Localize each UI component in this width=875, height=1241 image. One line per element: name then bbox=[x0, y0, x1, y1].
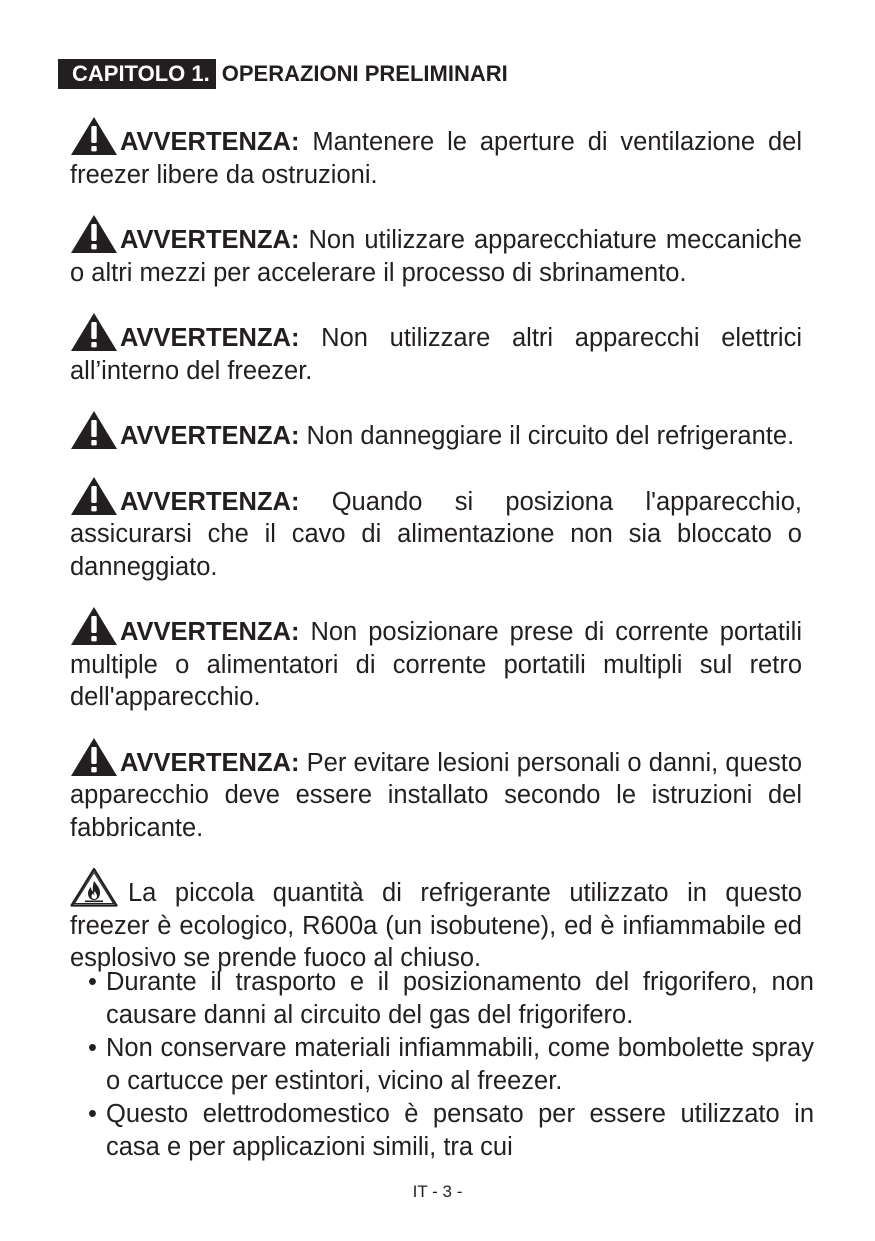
flammable-paragraph bbox=[70, 867, 802, 975]
warning-paragraph bbox=[70, 410, 802, 453]
warning-text: Non posizionare prese di corrente portatili multiple o alimentatori di corrente portatili multipli sul retro dell'apparecchio. bbox=[70, 618, 802, 711]
warning-paragraph bbox=[70, 476, 802, 584]
bullet-dot: • bbox=[88, 1100, 97, 1128]
chapter-heading bbox=[58, 58, 508, 90]
warning-label: AVVERTENZA: bbox=[120, 748, 300, 777]
bullet-dot: • bbox=[88, 968, 97, 996]
warning-text: Mantenere le aperture di ventilazione del freezer libere da ostruzioni. bbox=[70, 128, 802, 189]
warning-triangle-icon bbox=[70, 737, 118, 777]
warning-paragraph bbox=[70, 737, 802, 845]
list-item bbox=[88, 1032, 814, 1097]
warning-paragraph bbox=[70, 116, 802, 191]
page-number: IT - 3 - bbox=[412, 1182, 463, 1201]
warning-label: AVVERTENZA: bbox=[120, 487, 300, 516]
warning-label: AVVERTENZA: bbox=[120, 422, 300, 450]
bullet-text: Questo elettrodomestico è pensato per essere utilizzato in casa e per applicazioni simili, tra cui bbox=[106, 1100, 814, 1161]
warning-label: AVVERTENZA: bbox=[120, 324, 300, 352]
warning-text: Quando si posiziona l'apparecchio, assicurarsi che il cavo di alimentazione non sia bloccato o danneggiato. bbox=[70, 487, 802, 581]
warning-text: Per evitare lesioni personali o danni, questo apparecchio deve essere installato secondo le istruzioni del fabbricante. bbox=[70, 748, 802, 842]
warning-triangle-icon bbox=[70, 116, 118, 156]
list-item bbox=[88, 1098, 814, 1163]
warning-text: Non utilizzare apparecchiature meccaniche o altri mezzi per accelerare il processo di sbrinamento. bbox=[70, 226, 802, 287]
bullet-list bbox=[88, 966, 814, 1164]
bullet-text: Durante il trasporto e il posizionamento del frigorifero, non causare danni al circuito del gas del frigorifero. bbox=[106, 968, 814, 1029]
warning-triangle-icon bbox=[70, 214, 118, 254]
warning-label: AVVERTENZA: bbox=[120, 618, 300, 646]
warning-paragraph bbox=[70, 606, 802, 714]
warning-triangle-icon bbox=[70, 410, 118, 450]
warning-paragraph bbox=[70, 214, 802, 289]
warning-triangle-icon bbox=[70, 476, 118, 516]
warning-text: Non danneggiare il circuito del refrigerante. bbox=[299, 422, 795, 450]
bullet-text: Non conservare materiali infiammabili, come bombolette spray o cartucce per estintori, vicino al freezer. bbox=[106, 1034, 814, 1095]
warning-label: AVVERTENZA: bbox=[120, 128, 300, 156]
flammable-text: La piccola quantità di refrigerante utilizzato in questo freezer è ecologico, R600a (un isobutene), ed è infiammabile ed esplosivo se prende fuoco al chiuso. bbox=[70, 879, 802, 972]
chapter-label: CAPITOLO 1. bbox=[58, 59, 216, 89]
warning-triangle-icon bbox=[70, 312, 118, 352]
chapter-title: OPERAZIONI PRELIMINARI bbox=[221, 61, 508, 86]
warning-paragraph bbox=[70, 312, 802, 387]
flammable-warning-icon bbox=[70, 867, 118, 907]
warning-label: AVVERTENZA: bbox=[120, 226, 300, 254]
warning-text: Non utilizzare altri apparecchi elettrici all’interno del freezer. bbox=[70, 324, 802, 385]
list-item bbox=[88, 966, 814, 1031]
warnings-section bbox=[70, 116, 802, 975]
bullet-dot: • bbox=[88, 1034, 97, 1062]
warning-triangle-icon bbox=[70, 606, 118, 646]
